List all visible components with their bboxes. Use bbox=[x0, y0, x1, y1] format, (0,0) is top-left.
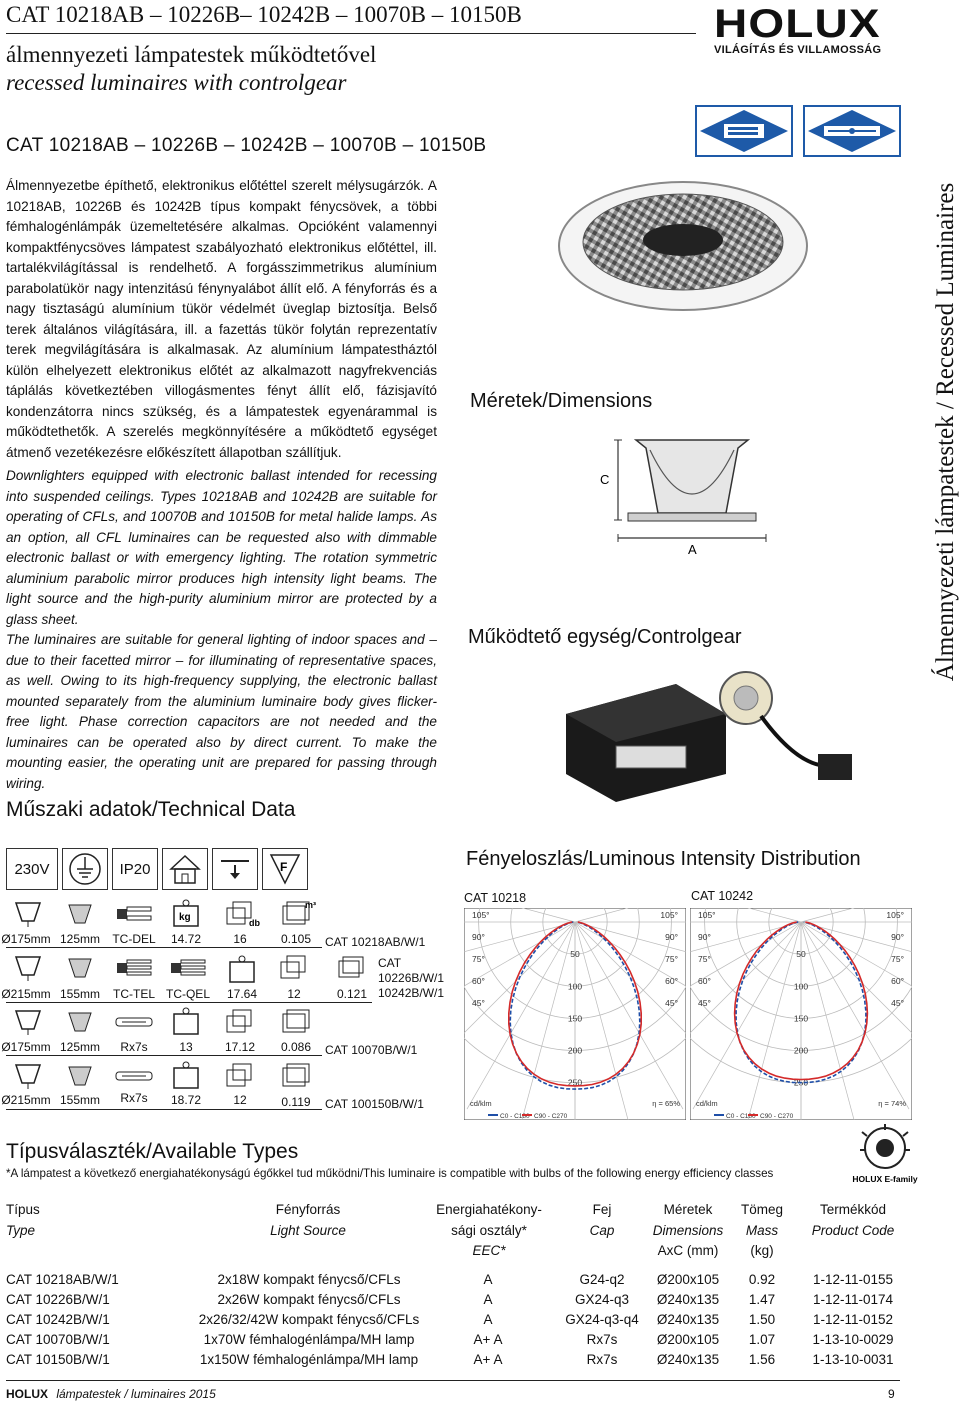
tech-row-1-volume: 0.105 bbox=[280, 932, 312, 946]
description-en bbox=[6, 466, 437, 794]
tech-row-3-cat: CAT 10070B/W/1 bbox=[325, 1043, 418, 1057]
box-count-icon bbox=[224, 896, 264, 930]
radial-tick-label: 150 bbox=[793, 1013, 809, 1024]
tech-row-2-volume: 0.121 bbox=[336, 987, 368, 1001]
types-row-5-cap: Rx7s bbox=[586, 1352, 618, 1367]
types-row-2-dims: Ø240x135 bbox=[656, 1292, 720, 1307]
beam-icon bbox=[6, 898, 50, 930]
legend-label: C0 - C180 bbox=[726, 1113, 756, 1120]
tech-row-2-pieces: 12 bbox=[287, 987, 301, 1001]
chart-unit-label: cd/klm bbox=[470, 1099, 492, 1108]
tech-row-1-cat: CAT 10218AB/W/1 bbox=[325, 935, 426, 949]
header-dimensions: Méretek Dimensions AxC (mm) bbox=[652, 1202, 724, 1258]
types-row-2-type: CAT 10226B/W/1 bbox=[6, 1292, 110, 1307]
f-mark-label: F bbox=[280, 860, 288, 874]
polar-chart-2 bbox=[690, 908, 912, 1120]
logo-tagline: VILÁGÍTÁS ÉS VILLAMOSSÁG bbox=[714, 44, 882, 56]
ip-rating-box bbox=[112, 848, 158, 890]
polar-chart-1 bbox=[464, 908, 686, 1120]
angle-tick-label: 90° bbox=[472, 932, 485, 942]
beam-icon bbox=[6, 1060, 50, 1092]
angle-tick-label: 90° bbox=[891, 932, 904, 942]
cfl-lamp-icon bbox=[696, 106, 792, 156]
types-row-5-eec: A+ A bbox=[473, 1352, 503, 1367]
types-row-2-mass: 1.47 bbox=[748, 1292, 776, 1307]
voltage-box bbox=[6, 848, 58, 890]
tech-row-4-lamp: Rx7s bbox=[120, 1091, 148, 1105]
tech-row-2-rule bbox=[6, 1002, 372, 1003]
types-row-1-code: 1-12-11-0155 bbox=[812, 1272, 894, 1287]
chart-unit-label: cd/klm bbox=[696, 1099, 718, 1108]
footer-left bbox=[6, 1387, 216, 1401]
header-source: Fényforrás Light Source bbox=[270, 1202, 346, 1238]
logo-word: HOLUX bbox=[714, 2, 881, 46]
header-cap: Fej Cap bbox=[589, 1202, 615, 1238]
radial-tick-label: 150 bbox=[567, 1013, 583, 1024]
recessed-mount-icon bbox=[212, 848, 258, 890]
weight-kg-icon bbox=[168, 896, 204, 930]
angle-tick-label: 75° bbox=[472, 954, 485, 964]
types-row-4-dims: Ø200x105 bbox=[656, 1332, 720, 1347]
angle-tick-label: 45° bbox=[698, 998, 711, 1008]
tech-row-2-weight: 17.64 bbox=[226, 987, 258, 1001]
types-row-5-source: 1x150W fémhalogénlámpa/MH lamp bbox=[199, 1352, 419, 1367]
types-row-2-cap: GX24-q3 bbox=[574, 1292, 630, 1307]
chart-efficiency: η = 65% bbox=[652, 1099, 680, 1108]
distribution-title: Fényeloszlás/Luminous Intensity Distribution bbox=[466, 848, 861, 870]
kg-label: kg bbox=[179, 912, 191, 923]
angle-tick-label: 75° bbox=[665, 954, 678, 964]
angle-tick-label: 60° bbox=[698, 976, 711, 986]
box-count-icon bbox=[224, 1004, 264, 1038]
height-icon bbox=[60, 898, 100, 930]
earth-icon bbox=[62, 848, 108, 890]
tech-row-1-pieces: 16 bbox=[233, 932, 247, 946]
radial-tick-label: 50 bbox=[570, 949, 580, 960]
angle-tick-label: 105° bbox=[698, 910, 716, 920]
types-row-3-type: CAT 10242B/W/1 bbox=[6, 1312, 110, 1327]
types-note: *A lámpatest a következő energiahatékonyságú égőkkel tud működni/This luminaire is compatible with bulbs of the following energy efficiency classes bbox=[6, 1167, 774, 1180]
m3-label: m³ bbox=[305, 900, 316, 910]
tech-row-3-rule bbox=[6, 1055, 322, 1056]
tech-row-4-cat: CAT 100150B/W/1 bbox=[325, 1097, 424, 1111]
catalog-line: CAT 10218AB – 10226B – 10242B – 10070B – 10150B bbox=[6, 135, 487, 156]
tech-row-1-lamp: TC-DEL bbox=[112, 932, 156, 946]
types-row-3-code: 1-12-11-0152 bbox=[812, 1312, 894, 1327]
tech-row-1-height: 125mm bbox=[59, 932, 100, 946]
tech-row-2-height: 155mm bbox=[59, 987, 100, 1001]
legend-label: C90 - C270 bbox=[534, 1113, 568, 1120]
voltage-label: 230V bbox=[14, 860, 50, 878]
types-row-4-type: CAT 10070B/W/1 bbox=[6, 1332, 110, 1347]
volume-icon bbox=[278, 896, 318, 930]
dimensions-title: Méretek/Dimensions bbox=[470, 390, 653, 412]
radial-tick-label: 100 bbox=[567, 981, 583, 992]
chart-efficiency: η = 74% bbox=[878, 1099, 906, 1108]
tech-row-3-pieces: 17.12 bbox=[224, 1040, 256, 1054]
types-row-2-source: 2x26W kompakt fénycső/CFLs bbox=[217, 1292, 401, 1307]
tech-row-2-lamp: TC-TEL bbox=[113, 987, 155, 1001]
radial-tick-label: 200 bbox=[793, 1045, 809, 1056]
tech-row-4-pieces: 12 bbox=[233, 1093, 247, 1107]
volume-icon bbox=[334, 952, 370, 982]
lamp-type-icons bbox=[694, 104, 904, 158]
angle-tick-label: 45° bbox=[665, 998, 678, 1008]
tech-row-1-rule bbox=[6, 947, 322, 948]
types-row-3-source: 2x26/32/42W kompakt fénycső/CFLs bbox=[198, 1312, 420, 1327]
indoor-house-icon bbox=[162, 848, 208, 890]
technical-data-title: Műszaki adatok/Technical Data bbox=[6, 798, 296, 821]
angle-tick-label: 105° bbox=[886, 910, 904, 920]
f-mark-icon bbox=[262, 848, 308, 890]
radial-tick-label: 50 bbox=[796, 949, 806, 960]
types-row-1-eec: A bbox=[483, 1272, 493, 1287]
types-row-1-cap: G24-q2 bbox=[579, 1272, 625, 1287]
types-row-1-mass: 0.92 bbox=[748, 1272, 776, 1287]
header-title: CAT 10218AB – 10226B– 10242B – 10070B – 10150B bbox=[6, 2, 522, 27]
tech-row-4-diameter: Ø215mm bbox=[1, 1093, 51, 1107]
types-row-4-code: 1-13-10-0029 bbox=[812, 1332, 894, 1347]
tech-row-1-weight: 14.72 bbox=[170, 932, 202, 946]
types-row-3-eec: A bbox=[483, 1312, 493, 1327]
header-product-code: Termékkód Product Code bbox=[811, 1202, 895, 1238]
beam-icon bbox=[6, 1006, 50, 1038]
radial-tick-label: 100 bbox=[793, 981, 809, 992]
footer-brand: HOLUX bbox=[6, 1387, 48, 1401]
tech-row-4-volume: 0.119 bbox=[281, 1095, 311, 1109]
db-label: db bbox=[249, 918, 260, 928]
types-row-5-code: 1-13-10-0031 bbox=[812, 1352, 894, 1367]
beam-icon bbox=[6, 952, 50, 984]
header-subtitle-hu: álmennyezeti lámpatestek működtetővel bbox=[6, 42, 377, 67]
tech-row-2-diameter: Ø215mm bbox=[1, 987, 51, 1001]
efamily-label: HOLUX E-family bbox=[852, 1174, 918, 1184]
weight-kg-icon bbox=[224, 952, 260, 986]
cfl-icon bbox=[112, 898, 156, 930]
cfl-quad-icon bbox=[166, 952, 210, 984]
header-mass: Tömeg Mass (kg) bbox=[740, 1202, 784, 1258]
dimension-drawing bbox=[588, 428, 778, 558]
tech-row-3-height: 125mm bbox=[59, 1040, 100, 1054]
angle-tick-label: 105° bbox=[472, 910, 490, 920]
radial-tick-label: 200 bbox=[567, 1045, 583, 1056]
angle-tick-label: 45° bbox=[472, 998, 485, 1008]
legend-label: C90 - C270 bbox=[760, 1113, 794, 1120]
tech-row-4-height: 155mm bbox=[59, 1093, 100, 1107]
footer-page-number: 9 bbox=[888, 1387, 895, 1401]
dimension-a-label: A bbox=[688, 542, 697, 557]
types-row-5-dims: Ø240x135 bbox=[656, 1352, 720, 1367]
luminaire-photo bbox=[556, 176, 810, 326]
header-eec: Energiahatékony- sági osztály* EEC* bbox=[436, 1202, 542, 1258]
tech-row-4-rule bbox=[6, 1109, 322, 1110]
efamily-logo bbox=[842, 1122, 928, 1188]
height-icon bbox=[60, 1006, 100, 1038]
ip-label: IP20 bbox=[119, 860, 151, 878]
types-row-3-dims: Ø240x135 bbox=[656, 1312, 720, 1327]
types-row-1-source: 2x18W kompakt fénycső/CFLs bbox=[217, 1272, 401, 1287]
tech-row-1-diameter: Ø175mm bbox=[1, 932, 51, 946]
radial-tick-label: 250 bbox=[567, 1077, 583, 1088]
halide-lamp-icon bbox=[112, 1060, 156, 1092]
side-title: Álmennyezeti lámpatestek / Recessed Luminaires bbox=[932, 182, 959, 682]
footer-text: lámpatestek / luminaires 2015 bbox=[56, 1387, 216, 1401]
tech-row-3-weight: 13 bbox=[179, 1040, 193, 1054]
height-icon bbox=[60, 952, 100, 984]
halide-lamp-icon bbox=[112, 1006, 156, 1038]
angle-tick-label: 60° bbox=[472, 976, 485, 986]
holux-logo bbox=[714, 2, 904, 56]
angle-tick-label: 60° bbox=[665, 976, 678, 986]
volume-icon bbox=[278, 1058, 318, 1092]
volume-icon bbox=[278, 1004, 318, 1038]
angle-tick-label: 45° bbox=[891, 998, 904, 1008]
dimension-c-label: C bbox=[600, 472, 610, 487]
types-row-5-type: CAT 10150B/W/1 bbox=[6, 1352, 110, 1367]
weight-kg-icon bbox=[168, 1058, 204, 1092]
types-row-3-cap: GX24-q3-q4 bbox=[565, 1312, 639, 1327]
legend-label: C0 - C180 bbox=[500, 1113, 530, 1120]
description-hu: Álmennyezetbe építhető, elektronikus előtéttel szerelt mélysugárzók. A 10218AB, 10226B és 10242B típus kompakt fénycsövek, a többi fémhalogénlámpák üzemeltetésére alkalmas. Opcióként valamennyi kompaktfénycsöves lámpatest szabályozható elektronikus előtéttel, ill. tartalékvilágítással is rendelhető. A forgásszimmetrikus alumínium parabolatükör nagy intenzitású fénynyalábot állít elő. A fényforrás és a nagy tisztaságú alumínium tükör védelmét üveglap biztosítja. Belső terek általános világítására, ill. a fazettás tükör folytán reprezentatív terek megvilágítására is alkalmasak. Az alumínium lámpatestháztól külön elhelyezett elektronikus előtét az alkalmazott nagyfrekvenciás táplálás következtében villogásmentes fényt állít elő, fázisjavító kondenzátorra nincs szükség, és a lámpatestek egyenárammal is működtethetők. A szerelés megkönnyítésére a működtető egységet átmenő vezetékezésre előkészített állapotban szállítjuk. bbox=[6, 178, 437, 460]
distribution-cat-1: CAT 10218 bbox=[464, 891, 527, 905]
angle-tick-label: 60° bbox=[891, 976, 904, 986]
header-type: Típus Type bbox=[6, 1202, 40, 1238]
types-row-1-type: CAT 10218AB/W/1 bbox=[6, 1272, 119, 1287]
cfl-icon bbox=[112, 952, 156, 984]
controlgear-photo bbox=[556, 654, 856, 804]
types-row-2-eec: A bbox=[483, 1292, 493, 1307]
footer-rule bbox=[6, 1380, 900, 1381]
angle-tick-label: 90° bbox=[665, 932, 678, 942]
types-row-2-code: 1-12-11-0174 bbox=[812, 1292, 894, 1307]
box-count-icon bbox=[224, 1058, 264, 1092]
tech-row-3-diameter: Ø175mm bbox=[1, 1040, 51, 1054]
metal-halide-lamp-icon bbox=[804, 106, 900, 156]
types-row-3-mass: 1.50 bbox=[748, 1312, 776, 1327]
tech-row-4-weight: 18.72 bbox=[170, 1093, 202, 1107]
description-en-paragraph-1: Downlighters equipped with electronic ballast intended for recessing into suspended ceilings. Types 10218AB and 10242B are suitable for operating of CFLs, and 10070B and 10150B for metal halide lamps. As an option, all CFL luminaires can be requested also with dimmable electronic ballast or with emergency lighting. The rotation symmetric aluminium parabolic mirror produces high intensity light beams. The light source and the high-purity aluminium mirror are protected by a glass sheet. bbox=[6, 468, 437, 627]
height-icon bbox=[60, 1060, 100, 1092]
angle-tick-label: 75° bbox=[698, 954, 711, 964]
distribution-cat-2: CAT 10242 bbox=[691, 889, 754, 903]
types-row-5-mass: 1.56 bbox=[748, 1352, 776, 1367]
angle-tick-label: 90° bbox=[698, 932, 711, 942]
weight-kg-icon bbox=[168, 1004, 204, 1038]
types-row-4-mass: 1.07 bbox=[748, 1332, 776, 1347]
radial-tick-label: 250 bbox=[793, 1077, 809, 1088]
header-subtitle-en: recessed luminaires with controlgear bbox=[6, 70, 347, 95]
angle-tick-label: 105° bbox=[660, 910, 678, 920]
tech-row-3-volume: 0.086 bbox=[280, 1040, 312, 1054]
angle-tick-label: 75° bbox=[891, 954, 904, 964]
header-rule bbox=[6, 33, 696, 34]
tech-row-2-cap: TC-QEL bbox=[165, 987, 210, 1001]
tech-row-2-cat: CAT 10226B/W/1 10242B/W/1 bbox=[378, 956, 445, 1000]
types-row-4-eec: A+ A bbox=[473, 1332, 503, 1347]
types-row-1-dims: Ø200x105 bbox=[656, 1272, 720, 1287]
tech-row-3-lamp: Rx7s bbox=[120, 1040, 148, 1054]
box-count-icon bbox=[278, 950, 318, 984]
types-row-4-cap: Rx7s bbox=[586, 1332, 618, 1347]
controlgear-title: Működtető egység/Controlgear bbox=[468, 626, 742, 648]
description-en-paragraph-2: The luminaires are suitable for general lighting of indoor spaces and – due to their facetted mirror – for illuminating of representative spaces, as well. Owing to its high-frequency supplying, the electronic ballast mounted separately from the aluminium luminaire body gives flicker-free light. Phase correction capacitors are not needed and the luminaires can be operated also by direct current. To make the mounting easier, the operating unit are prepared for passing through wiring. bbox=[6, 632, 437, 791]
types-title: Típusválaszték/Available Types bbox=[6, 1140, 299, 1163]
types-row-4-source: 1x70W fémhalogénlámpa/MH lamp bbox=[203, 1332, 415, 1347]
